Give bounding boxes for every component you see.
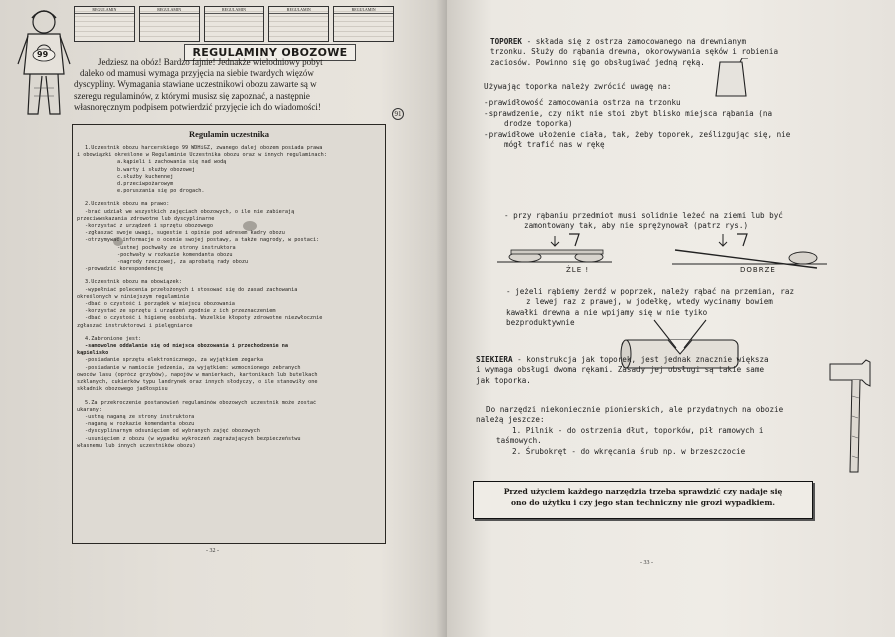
regulamin-line: -prowadzić korespondencję [85, 266, 164, 273]
regulamin-item: e.poruszania się po drogach. [117, 188, 205, 195]
tools-line: 1. Pilnik - do ostrzenia dłut, toporków, pił ramowych i [512, 425, 764, 435]
regulamin-line: -zgłaszać swoje uwagi, sugestie i opinie pod adresem kadry obozu [85, 230, 285, 237]
ink-smudge [113, 237, 123, 246]
regulamin-line: i obowiązki określone w Regulaminie Uczestnika obozu oraz w innych regulaminach: [77, 152, 327, 159]
intro-line: Jedziesz na obóz! Bardzo fajnie! Jednakże wielodniowy pobyt [98, 57, 323, 67]
page-number: - 33 - [640, 560, 653, 566]
tools-line: należą jeszcze: [476, 415, 545, 425]
siekiera-paragraph [476, 355, 769, 386]
regulamin-section [77, 400, 381, 450]
regulamin-item: c.służby kuchennej [117, 173, 174, 180]
regulamin-line: 5.Za przekroczenie postanowień regulaminów obozowych uczestnik może zostać [85, 399, 317, 406]
tools-line: Do narzędzi niekoniecznie pionierskich, ale przydatnych na obozie [486, 405, 784, 414]
toporek-line: - składa się z ostrza zamocowanego na drewnianym [522, 37, 747, 46]
regulamin-box [72, 124, 386, 544]
regulamin-line: 2.Uczestnik obozu ma prawo: [85, 201, 170, 208]
intro-line: własnoręcznym podpisem potwierdzić przyjęcie ich do wiadomości! [74, 101, 321, 112]
notice-board [74, 6, 135, 42]
diagram-label-good: DOBRZE [740, 266, 776, 274]
notice-board [204, 6, 265, 42]
regulamin-line: własnemu lub innych uczestników obozu) [77, 442, 196, 449]
regulamin-line: -korzystać ze sprzętu i urządzeń zgodnie z ich przeznaczeniem [85, 308, 276, 315]
regulamin-section [77, 201, 381, 273]
scout-badge: 99 [37, 50, 49, 59]
regulamin-line: -dyscyplinarnym odsunięciem od wybranych zajęć obozowych [85, 428, 260, 435]
attention-item: -prawidłowe ułożenie ciała, tak, żeby toporek, ześlizgując się, nie [484, 129, 791, 139]
notice-board [268, 6, 329, 42]
board-label: REGULAMIN [334, 7, 393, 14]
attention-item: -sprawdzenie, czy nikt nie stoi zbyt blisko miejsca rąbania (na [484, 108, 773, 118]
regulamin-line: -ustną naganą ze strony instruktora [85, 413, 195, 420]
regulamin-line: szklanych, cukierków typu landrynek oraz innych słodyczy, o ile stanowiły one [77, 379, 318, 386]
ink-smudge [243, 221, 257, 231]
regulamin-item: d.przeciwpożarowym [117, 181, 174, 188]
regulamin-line: ukarany: [77, 406, 102, 413]
notice-board [139, 6, 200, 42]
regulamin-line: -otrzymywać informacje o ocenie swojej postawy, a także nagrody, w postaci: [85, 237, 320, 244]
tools-line: taśmowych. [496, 436, 542, 446]
regulamin-line: -posiadanie sprzętu elektronicznego, za wyjątkiem zegarka [85, 357, 264, 364]
regulamin-line: -samowolne oddalanie się od miejsca obozowania i przechodzenie na [85, 343, 289, 350]
regulamin-line: przeciwwskazania zdrowotne lub dyscyplinarne [77, 215, 215, 222]
regulamin-line: -posiadanie w namiocie jedzenia, za wyjątkiem: wzmocnionego zebranych [85, 364, 301, 371]
regulamin-line: -korzystać z urządzeń i sprzętu obozowego [85, 223, 214, 230]
pole-line: z lewej raz z prawej, w jodełkę, wtedy wycinamy bowiem [526, 297, 773, 307]
chopping-note [504, 211, 783, 232]
intro-line: szeregu regulaminów, z którymi musisz się zapoznać, a następnie [74, 90, 310, 101]
siekiera-term: SIEKIERA [476, 355, 513, 364]
regulamin-line: zgłaszać instruktorowi i pielęgniarce [77, 322, 193, 329]
board-label: REGULAMIN [269, 7, 328, 14]
pole-line: - jeżeli rąbiemy żerdź w poprzek, należy rąbać na przemian, raz [506, 287, 795, 296]
regulamin-line: owoców lasu (oprócz grzybów), napojów w manierkach, kartonikach lub butelkach [77, 371, 318, 378]
toporek-line: zaciosów. Powinno się go obsługiwać jedną ręką. [490, 57, 705, 67]
siekiera-line: i wymaga obsługi dwoma rękami. Zasady jej obsługi są takie same [476, 365, 765, 375]
regulamin-line: składnik obozowego jadłospisu [77, 386, 168, 393]
regulamin-line: -ustnej pochwały ze strony instruktora [117, 244, 236, 251]
siekiera-line: - konstrukcja jak toporek, jest jednak znacznie większa [512, 355, 769, 364]
regulamin-item: a.kąpieli i zachowania się nad wodą [117, 159, 227, 166]
regulamin-line: -usunięciem z obozu (w wypadku wykroczeń zagrażających bezpieczeństwu [85, 435, 301, 442]
regulamin-line: -nagrody rzeczowej, za aprobatą rady obozu [117, 259, 249, 266]
regulamin-line: -dbać o czystość i porządek w miejscu obozowania [85, 301, 235, 308]
notice-boards [74, 6, 394, 42]
page-number: - 32 - [206, 548, 219, 554]
pole-line: bezproduktywnie [506, 318, 575, 328]
warning-line: Przed użyciem każdego narzędzia trzeba sprawdzić czy nadaje się [503, 487, 783, 496]
regulamin-body [73, 145, 385, 450]
attention-intro: Używając toporka należy zwrócić uwagę na: [484, 82, 672, 91]
attention-item: drodze toporka) [504, 119, 573, 129]
regulamin-line: 4.Zabronione jest: [85, 335, 142, 342]
attention-item: mógł trafić nas w rękę [504, 140, 605, 150]
chopping-diagram [497, 232, 827, 278]
regulamin-section [77, 279, 381, 329]
attention-list [484, 82, 790, 150]
regulamin-line: kąpielisko [77, 350, 109, 357]
tools-line: 2. Śrubokręt - do wkręcania śrub np. w brzeszczocie [512, 446, 746, 456]
regulamin-section [77, 336, 381, 394]
warning-box [473, 481, 813, 519]
chopping-line: - przy rąbaniu przedmiot musi solidnie leżeć na ziemi lub być [504, 211, 783, 220]
regulamin-line: 3.Uczestnik obozu ma obowiązek: [85, 279, 182, 286]
board-label: REGULAMIN [140, 7, 199, 14]
regulamin-line: -pochwały w rozkazie komendanta obozu [117, 251, 233, 258]
regulamin-line: -dbać o czystość i higienę osobistą. Wszelkie kłopoty zdrowotne niezwłocznie [85, 315, 323, 322]
notice-board [333, 6, 394, 42]
board-label: REGULAMIN [205, 7, 264, 14]
intro-line: dyscypliny. Wymagania stawiane uczestnikowi obozu zawarte są w [74, 79, 317, 90]
attention-item: -prawidłowość zamocowania ostrza na trzonku [484, 98, 681, 108]
chopping-line: zamontowany tak, aby nie sprężynował (patrz rys.) [524, 221, 749, 231]
regulamin-title: Regulamin uczestnika [188, 129, 270, 139]
page-title: REGULAMINY OBOZOWE [184, 44, 356, 61]
intro-line: daleko od mamusi wymaga przyjęcia na siebie twardych więzów [80, 68, 314, 79]
toporek-term: TOPOREK [490, 37, 523, 46]
regulamin-line: określonych w niniejszym regulaminie [77, 293, 190, 300]
diagram-label-bad: ŹLE ! [566, 266, 590, 274]
left-page [0, 0, 447, 637]
warning-line: ono do użytku i czy jego stan techniczny nie grozi wypadkiem. [510, 498, 776, 507]
pole-line: kawałki drewna a nie wpijamy się w nie tyiko [506, 307, 708, 317]
intro-paragraph [64, 57, 399, 113]
board-label: REGULAMIN [75, 7, 134, 14]
toporek-line: trzonku. Służy do rąbania drewna, okorowywania sęków i robienia [490, 47, 779, 57]
regulamin-section [77, 145, 381, 195]
regulamin-line: 1.Uczestnik obozu harcerskiego 99 WDHiGZ, zwanego dalej obozem posiada prawa [85, 145, 323, 151]
regulamin-line: -naganą w rozkazie komendanta obozu [85, 421, 195, 428]
regulamin-item: b.warty i służby obozowej [117, 166, 196, 173]
axe-icon [826, 356, 874, 474]
siekiera-line: jak toporka. [476, 375, 531, 385]
tools-paragraph [476, 405, 783, 457]
margin-note: 91 [392, 108, 404, 120]
regulamin-line: -brać udział we wszystkich zajęciach obozowych, o ile nie zabierają [85, 208, 295, 215]
regulamin-line: -wypełniać polecenia przełożonych i stosować się do zasad zachowania [85, 286, 298, 293]
